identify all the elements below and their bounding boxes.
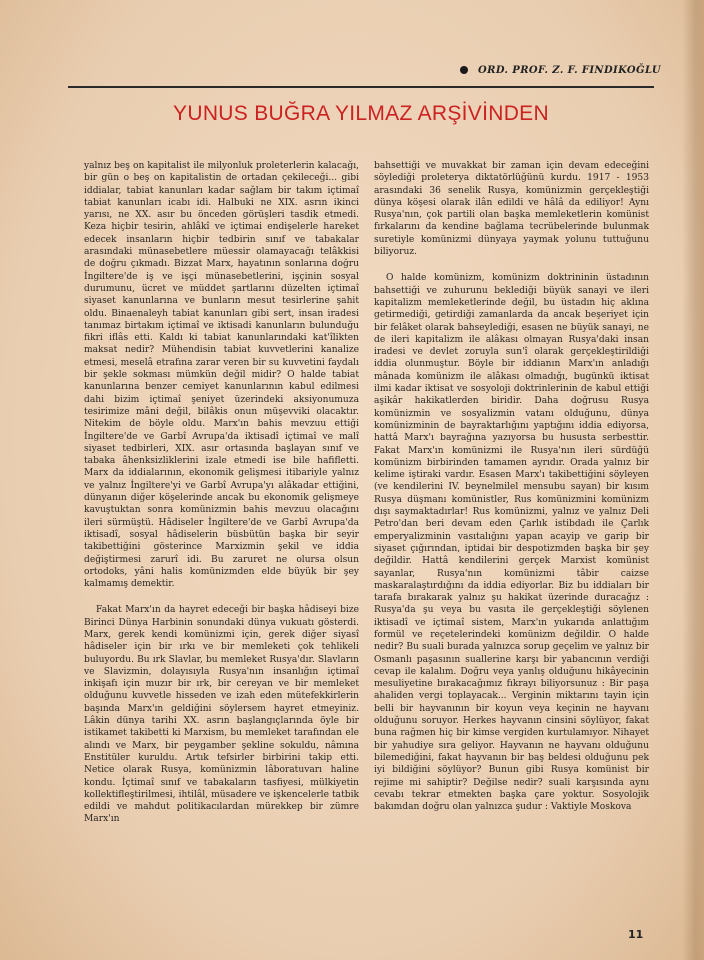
running-header	[460, 62, 690, 78]
left-paragraph-1: yalnız beş on kapitalist ile milyonluk proleterlerin kalacağı, bir gün o beş on kapitalistin de ortadan çekileceği... gibi iddialar, tabiat kanunları kadar sağlam bir takım içtimaî tabiat kanunları icabı idi. Halbuki ne XIX. asrın ikinci yarısı, ne XX. asır bu önceden görüşleri tasdik etmedi. Keza hiçbir tesirin, ahlâkî ve içtimai endişelerle hareket edecek insanların hiçbir tedbirin sınıf ve tabakalar arasındaki münasebetlere müessir olamayacağı telâkkisi de doğru çıkmadı. Bizzat Marx, hayatının sonlarına doğru İngiltere'de iş ve işçi münasebetlerini, işçinin sosyal durumunu, ücret ve müddet şartlarını düzelten içtimaî siyaset kanunlarına ve bunların mesut tesirlerine şahit oldu. Binaenaleyh tabiat kanunları gibi sert, insan iradesi tanımaz birtakım içtimaî ve iktisadi kanunların bulunduğu fikri iflâs etti. Kaldı ki tabiat kanunlarındaki kat'îlikten maksat nedir? Mühendisin tabiat kuvvetlerini kanalize etmesi, meselâ etrafına zarar veren bir su kuvvetini faydalı bir şekle sokması mümkün değil midir? O halde tabiat kanunlarına benzer cemiyet kanunlarının kabul edilmesi dahi bizim içtimaî şeniyet üzerindeki aksiyonumuza tesirimize mâni değil, bilâkis onun müşevviki olacaktır. Nitekim de böyle oldu. Marx'ın bahis mevzuu ettiği İngiltere'de ve Garbî Avrupa'da iktisadî içtimaî ve malî siyaset tedbirleri, XIX. asır ortasında başlayan sınıf ve tabaka âhenksizliklerini izale etmedi ise bile hafifletti. Marx da iddialarının, ekonomik gelişmesi itibariyle yalnız ve yalnız İngiltere'yi ve Garbî Avrupa'yı alâkadar ettiğini, dünyanın diğer köşelerinde ancak bu ekonomik gelişmeye kavuştuktan sonra komünizmin bahis mevzuu olacağını ileri sürmüştü. Hâdiseler İngiltere'de ve Garbî Avrupa'da iktisadî, sosyal hâdiselerin büsbütün başka bir seyir takibettiğini gösterince Marxizmin şekil ve iddia değiştirmesi zarurî idi. Bu zaruret ne olursa olsun ortodoks, yâni halis komünizmden elde büyük bir şey kalmamış demektir.	[84, 161, 359, 590]
page-edge-shadow	[682, 0, 704, 960]
right-column	[374, 160, 649, 813]
left-column	[84, 160, 359, 826]
author-name: ORD. PROF. Z. F. FINDIKOĞLU	[478, 64, 661, 76]
right-paragraph-1: bahsettiği ve muvakkat bir zaman için devam edeceğini söylediği proleterya diktatörlüğünü kurdu. 1917 - 1953 arasındaki 36 senelik Rusya, komünizmin gerçekleştiği dünya köşesi olarak ilân edildi ve hâlâ da ediliyor! Aynı Rusya'nın, çok partili olan başka memleketlerin komünist fırkalarını da kendine bağlama tecrübelerinde bulunmak suretiyle komünizmi dünyaya yaymak yolunu tuttuğunu biliyoruz.	[374, 161, 649, 258]
page-number: 11	[628, 928, 644, 941]
left-paragraph-2: Fakat Marx'ın da hayret edeceği bir başka hâdiseyi bize Birinci Dünya Harbinin sonundaki dünya vukuatı gösterdi. Marx, gerek kendi komünizmi için, gerek diğer siyasî hâdiseler için bir ırkı ve bir memleketi çok tehlikeli buluyordu. Bu ırk Slavlar, bu memleket Rusya'dır. Slavların ve Slavizmin, dolayısıyla Rusya'nın insanlığın içtimaî inkişafı için muzır bir ırk, bir cereyan ve bir memleket olduğunu kuvvetle hisseden ve izah eden mütefekkirlerin başında Marx'ın geldiğini söylersem hayret etmeyiniz. Lâkin dünya tarihi XX. asrın başlangıçlarında öyle bir istikamet takibetti ki Marxism, bu memleket tarafından ele alındı ve Marx, bir peygamber şekline sokuldu, nâmına Enstitüler kuruldu. Artık tefsirler birbirini takip etti. Netice olarak Rusya, komünizmin lâboratuvarı haline kondu. İçtimaî sınıf ve tabakaların tasfiyesi, mülkiyetin kollektifleştirilmesi, ihtilâl, müsadere ve işkencelerle tatbik edildi ve mahdut politikacılardan mürekkep bir zümre Marx'ın	[84, 605, 359, 825]
header-rule	[68, 86, 654, 88]
archive-watermark: YUNUS BUĞRA YILMAZ ARŞİVİNDEN	[173, 102, 549, 125]
bullet-icon	[460, 66, 468, 74]
right-paragraph-2: O halde komünizm, komünizm doktrininin üstadının bahsettiği ve zuhurunu beklediği büyük sanayi ve ileri kapitalizm memleketlerinde değil, bu üstadın hiç aklına getirmediği, getirdiği zamanlarda da ancak beşeriyet için bir felâket olarak bahseylediği, esasen ne büyük sanayi, ne de ileri kapitalizm ile alâkası olmayan Rusya'daki insan iradesi ve devlet zoruyla sun'î olarak gerçekleştirildiği iddia olunmuştur. Böyle bir iddianın Marx'ın anladığı mânada komünizm ile alâkası olmadığı, bugünkü iktisat ilmi kadar iktisat ve sosyoloji doktrinlerinin de kabul ettiği aşikâr hakikatlerden biridir. Daha doğrusu Rusya komünizmin ve sosyalizmin vatanı olduğunu, dünya komünizminin de bayraktarlığını yaptığını iddia ediyorsa, hattâ Marx'ı bayrağına yazıyorsa bu hususta serbesttir. Fakat Marx'ın komünizmi ile Rusya'nın ileri sürdüğü komünizm birbirinden tamamen ayrıdır. Orada yalnız bir kelime iştiraki vardır. Esasen Marx'ı takibettiğini söyleyen (ve kendilerini IV. beynelmilel mensubu sayan) bir kısım Rusya düşmanı komünistler, Rus komünizmini komünizm dışı saymaktadırlar! Rus komünizmi, yalnız ve yalnız Deli Petro'dan beri devam eden Çarlık istibdadı ile Çarlık emperyalizminin vasıtalığını yapan acayip ve garip bir siyaset çığırından, iptidai bir despotizmden başka bir şey değildir. Hattâ kendilerini gerçek Marxist komünist sayanlar, Rusya'nın komünizmi tâbir caizse maskaralaştırdığını da iddia ediyorlar. Biz bu iddiaları bir tarafa bırakarak yalnız şu hakikat üzerinde duracağız : Rusya'da şu veya bu vasıta ile gerçekleştiği söylenen iktisadî ve içtimaî sistem, Marx'ın yukarıda anlattığım formül ve reçetelerindeki komünizm değildir. O halde nedir? Bu suali burada yalnızca sorup geçelim ve yalnız bir Osmanlı paşasının suallerine karşı bir yabancının verdiği cevap ile kalalım. Doğru veya yanlış olduğunu hikâyecinin mesuliyetine bırakacağımız fıkrayı biliyorsunuz : Bir paşa ahaliden vergi toplayacak... Verginin miktarını tayin için belli bir hayvanının bir koyun veya keçinin ne hayvanı olduğunu soruyor. Herkes hayvanın cinsini söylüyor, fakat buna rağmen hiç bir kimse vergiden kurtulamıyor. Nihayet bir yahudiye sıra geliyor. Hayvanın ne hayvanı olduğunu bilemediğini, fakat hayvanın bir baş beldesi olduğunu pek iyi bildiğini söylüyor? Bunun gibi Rusya komünist bir rejime mi sahiptir? Değilse nedir? suali karşısında aynı cevabı tekrar etmekten başka çare yoktur. Sosyolojik bakımdan doğru olan yalnızca şudur : Vaktiyle Moskova	[374, 273, 649, 813]
